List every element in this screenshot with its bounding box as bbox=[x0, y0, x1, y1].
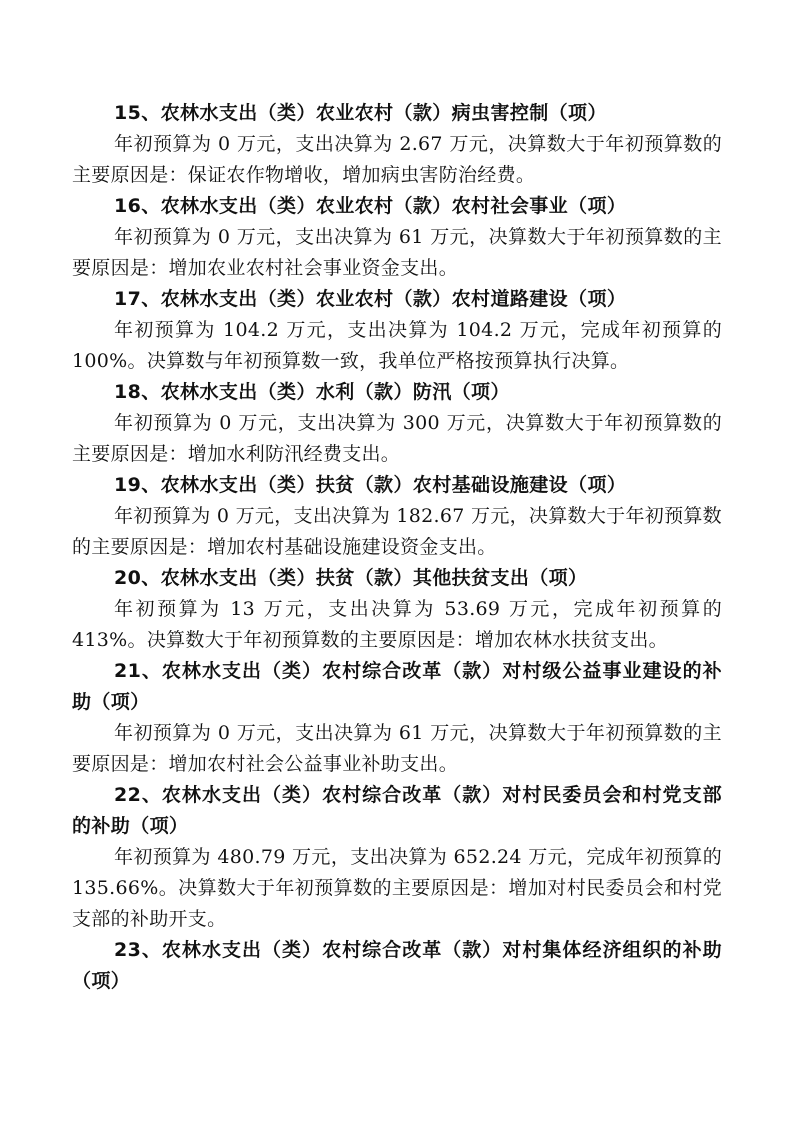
section-21-body: 年初预算为 0 万元，支出决算为 61 万元，决算数大于年初预算数的主要原因是：增加农村社会公益事业补助支出。 bbox=[72, 722, 722, 775]
section-18-heading: 18、农林水支出（类）水利（款）防汛（项） bbox=[114, 381, 510, 403]
section-21-heading: 21、农林水支出（类）农村综合改革（款）对村级公益事业建设的补助（项） bbox=[72, 660, 722, 713]
document-content bbox=[72, 98, 722, 997]
section-20-body: 年初预算为 13 万元，支出决算为 53.69 万元，完成年初预算的 413%。决算数大于年初预算数的主要原因是：增加农林水扶贫支出。 bbox=[72, 598, 722, 651]
section-15-heading: 15、农林水支出（类）农业农村（款）病虫害控制（项） bbox=[114, 102, 607, 124]
section-16-body: 年初预算为 0 万元，支出决算为 61 万元，决算数大于年初预算数的主要原因是：增加农业农村社会事业资金支出。 bbox=[72, 226, 722, 279]
section-17-body: 年初预算为 104.2 万元，支出决算为 104.2 万元，完成年初预算的 100%。决算数与年初预算数一致，我单位严格按预算执行决算。 bbox=[72, 319, 722, 372]
section-22-body: 年初预算为 480.79 万元，支出决算为 652.24 万元，完成年初预算的 135.66%。决算数大于年初预算数的主要原因是：增加对村民委员会和村党支部的补助开支。 bbox=[72, 846, 722, 930]
section-18-body: 年初预算为 0 万元，支出决算为 300 万元，决算数大于年初预算数的主要原因是：增加水利防汛经费支出。 bbox=[72, 412, 722, 465]
section-17-heading: 17、农林水支出（类）农业农村（款）农村道路建设（项） bbox=[114, 288, 627, 310]
section-15-body: 年初预算为 0 万元，支出决算为 2.67 万元，决算数大于年初预算数的主要原因是：保证农作物增收，增加病虫害防治经费。 bbox=[72, 133, 722, 186]
section-16-heading: 16、农林水支出（类）农业农村（款）农村社会事业（项） bbox=[114, 195, 627, 217]
section-19-heading: 19、农林水支出（类）扶贫（款）农村基础设施建设（项） bbox=[114, 474, 627, 496]
section-22-heading: 22、农林水支出（类）农村综合改革（款）对村民委员会和村党支部的补助（项） bbox=[72, 784, 722, 837]
section-19-body: 年初预算为 0 万元，支出决算为 182.67 万元，决算数大于年初预算数的主要原因是：增加农村基础设施建设资金支出。 bbox=[72, 505, 722, 558]
section-23-heading: 23、农林水支出（类）农村综合改革（款）对村集体经济组织的补助（项） bbox=[72, 939, 722, 992]
section-20-heading: 20、农林水支出（类）扶贫（款）其他扶贫支出（项） bbox=[114, 567, 588, 589]
